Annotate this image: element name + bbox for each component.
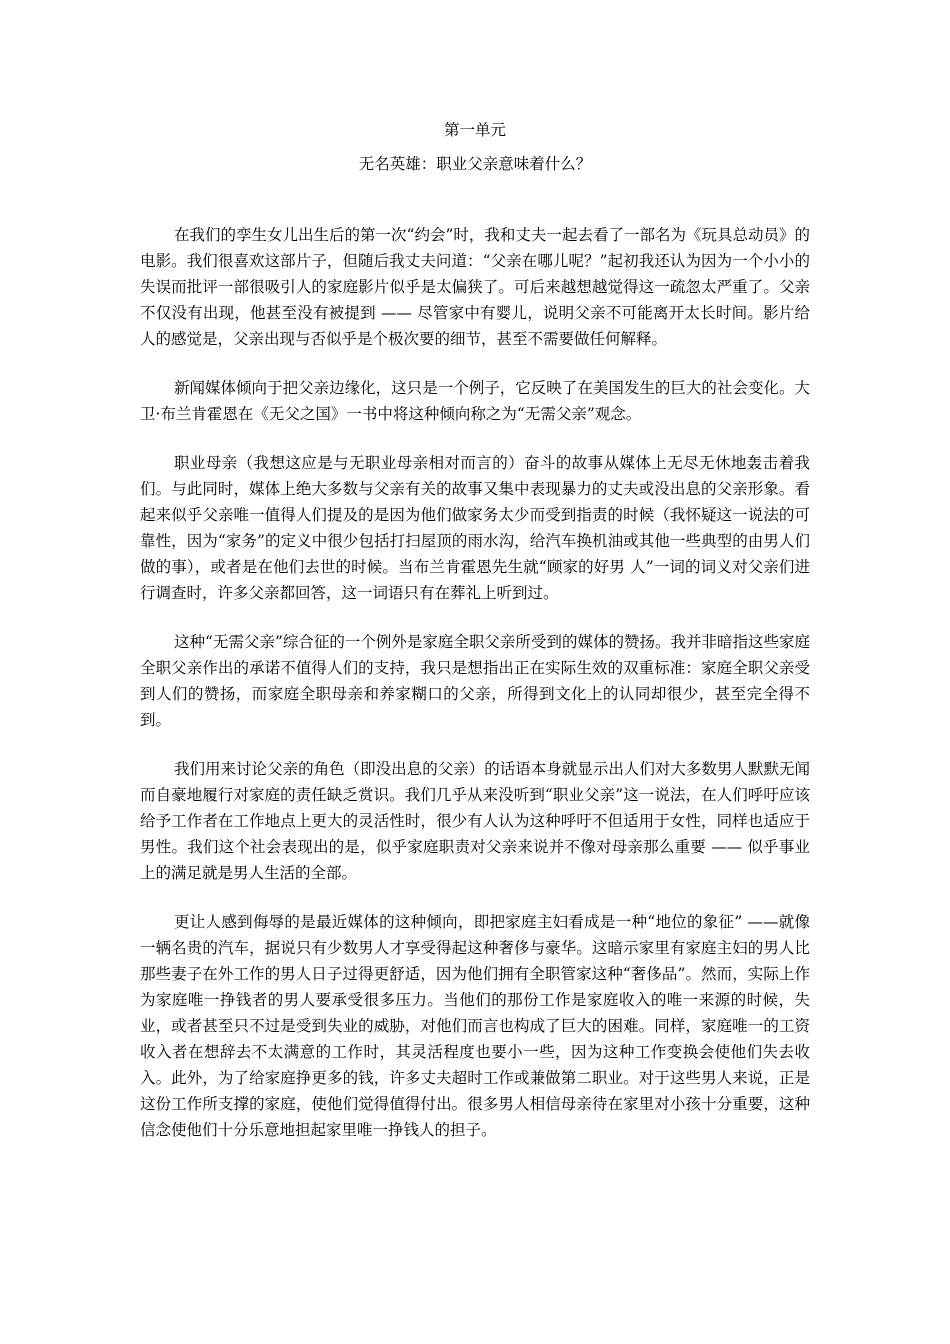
paragraph-2: 新闻媒体倾向于把父亲边缘化，这只是一个例子，它反映了在美国发生的巨大的社会变化。大卫·布兰肯霍恩在《无父之国》一书中将这种倾向称之为“无需父亲”观念。 — [140, 379, 810, 423]
paragraph-6: 更让人感到侮辱的是最近媒体的这种倾向，即把家庭主妇看成是一种“地位的象征” ——就像一辆名贵的汽车，据说只有少数男人才享受得起这种奢侈与豪华。这暗示家里有家庭主妇的男人比那些妻子在外工作的男人日子过得更舒适，因为他们拥有全职管家这种“奢侈品”。然而，实际上作为家庭唯一挣钱者的男人要承受很多压力。当他们的那份工作是家庭收入的唯一来源的时候，失业，或者甚至只不过是受到失业的威胁，对他们而言也构成了巨大的困难。同样，家庭唯一的工资收入者在想辞去不太满意的工作时，其灵活程度也要小一些，因为这种工作变换会使他们失去收入。此外，为了给家庭挣更多的钱，许多丈夫超时工作或兼做第二职业。对于这些男人来说，正是这份工作所支撑的家庭，使他们觉得值得付出。很多男人相信母亲待在家里对小孩十分重要，这种信念使他们十分乐意地担起家里唯一挣钱人的担子。 — [140, 913, 810, 1139]
paragraph-1: 在我们的孪生女儿出生后的第一次“约会”时，我和丈夫一起去看了一部名为《玩具总动员》的电影。我们很喜欢这部片子，但随后我丈夫问道：“父亲在哪儿呢？”起初我还认为因为一个小小的失误而批评一部很吸引人的家庭影片似乎是太偏狭了。可后来越想越觉得这一疏忽太严重了。父亲不仅没有出现，他甚至没有被提到 —— 尽管家中有婴儿，说明父亲不可能离开太长时间。影片给人的感觉是，父亲出现与否似乎是个极次要的细节，甚至不需要做任何解释。 — [140, 226, 810, 348]
paragraph-5: 我们用来讨论父亲的角色（即没出息的父亲）的话语本身就显示出人们对大多数男人默默无闻而自豪地履行对家庭的责任缺乏赏识。我们几乎从来没听到“职业父亲”这一说法，在人们呼吁应该给予工作者在工作地点上更大的灵活性时，很少有人认为这种呼吁不但适用于女性，同样也适应于男性。我们这个社会表现出的是，似乎家庭职责对父亲来说并不像对母亲那么重要 —— 似乎事业上的满足就是男人生活的全部。 — [140, 760, 810, 882]
unit-title: 第一单元 — [443, 121, 506, 139]
article-title: 无名英雄：职业父亲意味着什么？ — [358, 155, 592, 173]
paragraph-4: 这种“无需父亲”综合征的一个例外是家庭全职父亲所受到的媒体的赞扬。我并非暗指这些家庭全职父亲作出的承诺不值得人们的支持，我只是想指出正在实际生效的双重标准：家庭全职父亲受到人们的赞扬，而家庭全职母亲和养家糊口的父亲，所得到文化上的认同却很少，甚至完全得不到。 — [140, 633, 810, 729]
paragraph-3: 职业母亲（我想这应是与无职业母亲相对而言的）奋斗的故事从媒体上无尽无休地轰击着我们。与此同时，媒体上绝大多数与父亲有关的故事又集中表现暴力的丈夫或没出息的父亲形象。看起来似乎父亲唯一值得人们提及的是因为他们做家务太少而受到指责的时候（我怀疑这一说法的可靠性，因为“家务”的定义中很少包括打扫屋顶的雨水沟，给汽车换机油或其他一些典型的由男人们做的事），或者是在他们去世的时候。当布兰肯霍恩先生就“顾家的好男 人”一词的词义对父亲们进行调查时，许多父亲都回答，这一词语只有在葬礼上听到过。 — [140, 454, 810, 602]
article-body — [140, 222, 810, 1166]
